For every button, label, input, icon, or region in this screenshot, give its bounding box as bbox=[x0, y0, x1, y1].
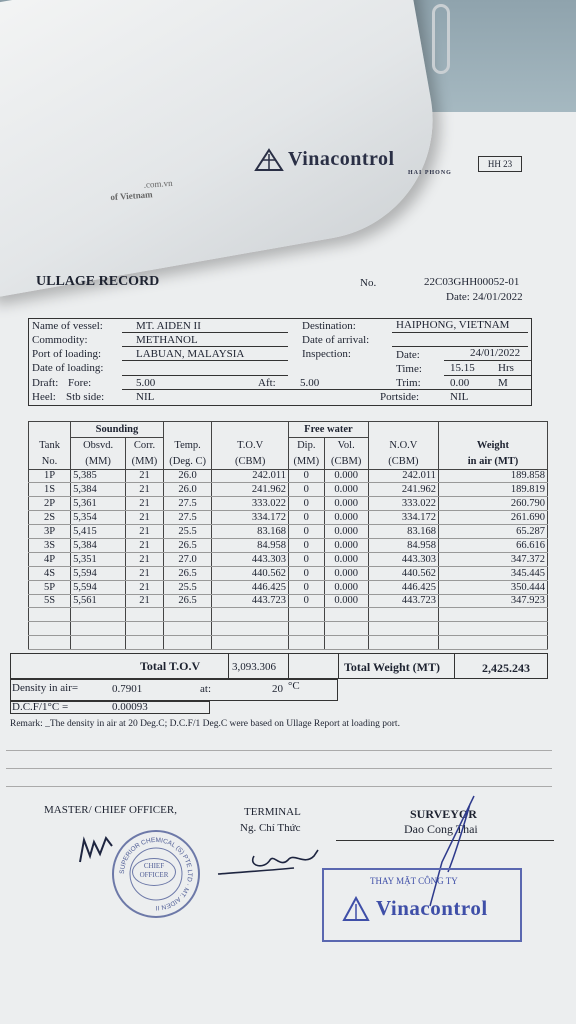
weight-cell: 189.819 bbox=[438, 483, 547, 497]
dip-cell: 0 bbox=[288, 469, 324, 483]
nov-cell: 241.962 bbox=[368, 483, 438, 497]
tov-cell: 440.562 bbox=[212, 566, 289, 580]
dip-cell: 0 bbox=[288, 538, 324, 552]
ullage-table bbox=[28, 421, 548, 650]
blank-cell bbox=[163, 422, 212, 438]
chief-officer-stamp bbox=[112, 830, 200, 918]
obsvd-cell: 5,384 bbox=[71, 538, 126, 552]
terminal-name: Ng. Chí Thức bbox=[240, 822, 301, 834]
form-code-box: HH 23 bbox=[478, 156, 522, 172]
vinacontrol-emblem-icon bbox=[254, 148, 284, 172]
vol-cell: 0.000 bbox=[324, 525, 368, 539]
weight-cell: 347.923 bbox=[438, 594, 547, 608]
blank-cell bbox=[71, 636, 126, 650]
fore-label: Fore: bbox=[68, 377, 92, 389]
nov-unit: (CBM) bbox=[368, 454, 438, 470]
weight-cell: 260.790 bbox=[438, 497, 547, 511]
weight-cell: 65.287 bbox=[438, 525, 547, 539]
stb-side-value: NIL bbox=[136, 391, 155, 403]
divider bbox=[454, 653, 455, 679]
commodity-value: METHANOL bbox=[136, 334, 198, 346]
nov-cell: 334.172 bbox=[368, 511, 438, 525]
terminal-signature-icon bbox=[214, 846, 334, 880]
tov-cell: 443.303 bbox=[212, 552, 289, 566]
temp-cell: 25.5 bbox=[163, 525, 212, 539]
tov-header: T.O.V bbox=[212, 438, 289, 454]
weight-cell: 350.444 bbox=[438, 580, 547, 594]
underline bbox=[392, 346, 528, 347]
density-temp-unit: °C bbox=[288, 680, 300, 692]
trim-value: 0.00 bbox=[450, 377, 470, 389]
blank-cell bbox=[212, 422, 289, 438]
obsvd-cell: 5,594 bbox=[71, 580, 126, 594]
terminal-label: TERMINAL bbox=[244, 806, 301, 818]
vol-cell: 0.000 bbox=[324, 511, 368, 525]
density-at-label: at: bbox=[200, 683, 211, 695]
aft-value: 5.00 bbox=[300, 377, 320, 389]
blank-cell bbox=[212, 636, 289, 650]
corr-cell: 21 bbox=[126, 552, 164, 566]
table-row bbox=[29, 538, 548, 552]
dip-cell: 0 bbox=[288, 497, 324, 511]
blank-cell bbox=[126, 608, 164, 622]
nov-header: N.O.V bbox=[368, 438, 438, 454]
vol-cell: 0.000 bbox=[324, 469, 368, 483]
corr-header: Corr. bbox=[126, 438, 164, 454]
underline bbox=[122, 389, 532, 390]
document-date: Date: 24/01/2022 bbox=[446, 291, 523, 303]
blank-cell bbox=[438, 636, 547, 650]
port-label: Port of loading: bbox=[32, 348, 102, 360]
nov-cell: 333.022 bbox=[368, 497, 438, 511]
density-value: 0.7901 bbox=[112, 683, 143, 695]
temp-cell: 26.5 bbox=[163, 538, 212, 552]
no-unit: No. bbox=[29, 454, 71, 470]
weight-cell: 261.690 bbox=[438, 511, 547, 525]
master-signature-icon bbox=[76, 832, 116, 868]
table-row bbox=[29, 511, 548, 525]
nov-cell: 84.958 bbox=[368, 538, 438, 552]
underline bbox=[122, 360, 288, 361]
table-row-empty bbox=[29, 608, 548, 622]
temp-cell: 26.0 bbox=[163, 469, 212, 483]
tank-cell: 2P bbox=[29, 497, 71, 511]
underline bbox=[444, 375, 532, 376]
time-unit: Hrs bbox=[498, 362, 514, 374]
free-water-header: Free water bbox=[288, 422, 368, 438]
blank-cell bbox=[324, 636, 368, 650]
document-title: ULLAGE RECORD bbox=[36, 274, 160, 289]
blank-cell bbox=[29, 622, 71, 636]
underline bbox=[444, 360, 532, 361]
blank-cell bbox=[126, 622, 164, 636]
remark-line bbox=[6, 786, 552, 787]
dip-cell: 0 bbox=[288, 594, 324, 608]
underline bbox=[392, 332, 528, 333]
blank-cell bbox=[324, 608, 368, 622]
dcf-value: 0.00093 bbox=[112, 701, 148, 713]
weight-cell: 189.858 bbox=[438, 469, 547, 483]
obsvd-cell: 5,415 bbox=[71, 525, 126, 539]
svg-text:SUPERIOR CHEMICAL (S) PTE LTD: SUPERIOR CHEMICAL (S) PTE LTD · MT. AIDEN II bbox=[118, 836, 194, 912]
temp-cell: 26.0 bbox=[163, 483, 212, 497]
paperclip-icon bbox=[432, 4, 450, 74]
corr-cell: 21 bbox=[126, 538, 164, 552]
blank-cell bbox=[368, 622, 438, 636]
curled-page-text: .com.vn of Vietnam bbox=[110, 177, 173, 203]
dip-cell: 0 bbox=[288, 483, 324, 497]
trim-unit: M bbox=[498, 377, 508, 389]
divider bbox=[338, 653, 339, 679]
tov-unit: (CBM) bbox=[212, 454, 289, 470]
blank-cell bbox=[368, 608, 438, 622]
total-weight-label: Total Weight (MT) bbox=[344, 660, 441, 674]
corr-cell: 21 bbox=[126, 594, 164, 608]
time-value: 15.15 bbox=[450, 362, 475, 374]
inspection-date-value: 24/01/2022 bbox=[470, 347, 521, 359]
table-row-empty bbox=[29, 622, 548, 636]
tank-cell: 5P bbox=[29, 580, 71, 594]
temp-unit: (Deg. C) bbox=[163, 454, 212, 470]
corr-cell: 21 bbox=[126, 566, 164, 580]
vinacontrol-stamp bbox=[322, 868, 522, 942]
tov-cell: 83.168 bbox=[212, 525, 289, 539]
blank-cell bbox=[324, 622, 368, 636]
commodity-label: Commodity: bbox=[32, 334, 88, 346]
tank-cell: 2S bbox=[29, 511, 71, 525]
nov-cell: 446.425 bbox=[368, 580, 438, 594]
stamp-emblem-icon bbox=[342, 896, 370, 922]
master-label: MASTER/ CHIEF OFFICER, bbox=[44, 804, 177, 816]
tank-cell: 5S bbox=[29, 594, 71, 608]
stamp-line1: THAY MẶT CÔNG TY bbox=[370, 876, 458, 886]
blank-cell bbox=[29, 636, 71, 650]
density-label: Density in air= bbox=[12, 682, 79, 694]
stamp-logo: Vinacontrol bbox=[376, 896, 488, 920]
blank-cell bbox=[163, 622, 212, 636]
tank-cell: 3S bbox=[29, 538, 71, 552]
vol-cell: 0.000 bbox=[324, 552, 368, 566]
vol-cell: 0.000 bbox=[324, 580, 368, 594]
portside-value: NIL bbox=[450, 391, 469, 403]
temp-cell: 26.5 bbox=[163, 594, 212, 608]
arrival-label: Date of arrival: bbox=[302, 334, 370, 346]
dip-header: Dip. bbox=[288, 438, 324, 454]
obsvd-unit: (MM) bbox=[71, 454, 126, 470]
destination-label: Destination: bbox=[302, 320, 356, 332]
surveyor-label: SURVEYOR bbox=[410, 807, 477, 821]
weight-cell: 345.445 bbox=[438, 566, 547, 580]
blank-cell bbox=[126, 636, 164, 650]
document-number: 22C03GHH00052-01 bbox=[424, 276, 520, 288]
table-header-row bbox=[29, 422, 548, 438]
blank-cell bbox=[438, 422, 547, 438]
time-label: Time: bbox=[396, 363, 422, 375]
vinacontrol-logo: Vinacontrol bbox=[288, 148, 395, 170]
obsvd-cell: 5,351 bbox=[71, 552, 126, 566]
tank-cell: 4S bbox=[29, 566, 71, 580]
table-row bbox=[29, 566, 548, 580]
blank-cell bbox=[29, 608, 71, 622]
vessel-label: Name of vessel: bbox=[32, 320, 103, 332]
tov-cell: 241.962 bbox=[212, 483, 289, 497]
blank-cell bbox=[212, 622, 289, 636]
divider bbox=[228, 653, 229, 679]
table-row bbox=[29, 497, 548, 511]
blank-cell bbox=[163, 636, 212, 650]
blank-cell bbox=[71, 622, 126, 636]
dip-cell: 0 bbox=[288, 552, 324, 566]
blank-cell bbox=[71, 608, 126, 622]
surveyor-name: Dao Cong Thai bbox=[404, 822, 478, 836]
table-units-row bbox=[29, 454, 548, 470]
date-loading-label: Date of loading: bbox=[32, 362, 104, 374]
port-value: LABUAN, MALAYSIA bbox=[136, 348, 245, 360]
blank-cell bbox=[438, 608, 547, 622]
table-row bbox=[29, 469, 548, 483]
temp-cell: 27.5 bbox=[163, 497, 212, 511]
table-row bbox=[29, 525, 548, 539]
aft-label: Aft: bbox=[258, 377, 276, 389]
blank-cell bbox=[288, 636, 324, 650]
weight-header: Weight bbox=[438, 438, 547, 454]
vol-cell: 0.000 bbox=[324, 538, 368, 552]
total-tov-label: Total T.O.V bbox=[140, 659, 201, 673]
tov-cell: 446.425 bbox=[212, 580, 289, 594]
dcf-label: D.C.F/1°C = bbox=[12, 701, 69, 713]
blank-cell bbox=[163, 608, 212, 622]
tank-cell: 4P bbox=[29, 552, 71, 566]
vessel-value: MT. AIDEN II bbox=[136, 320, 201, 332]
tov-cell: 84.958 bbox=[212, 538, 289, 552]
table-row-empty bbox=[29, 636, 548, 650]
temp-cell: 27.5 bbox=[163, 511, 212, 525]
dip-cell: 0 bbox=[288, 580, 324, 594]
blank-cell bbox=[212, 608, 289, 622]
blank-cell bbox=[368, 422, 438, 438]
trim-label: Trim: bbox=[396, 377, 421, 389]
underline bbox=[122, 346, 288, 347]
draft-label: Draft: bbox=[32, 377, 59, 389]
weight-unit: in air (MT) bbox=[438, 454, 547, 470]
divider bbox=[288, 653, 289, 679]
remark-line bbox=[6, 750, 552, 751]
obsvd-cell: 5,385 bbox=[71, 469, 126, 483]
obsvd-cell: 5,354 bbox=[71, 511, 126, 525]
dip-cell: 0 bbox=[288, 511, 324, 525]
total-tov-value: 3,093.306 bbox=[232, 661, 276, 673]
tov-cell: 334.172 bbox=[212, 511, 289, 525]
corr-cell: 21 bbox=[126, 469, 164, 483]
vol-cell: 0.000 bbox=[324, 594, 368, 608]
tank-cell: 1S bbox=[29, 483, 71, 497]
vol-cell: 0.000 bbox=[324, 566, 368, 580]
blank-cell bbox=[288, 608, 324, 622]
vol-unit: (CBM) bbox=[324, 454, 368, 470]
inspection-date-label: Date: bbox=[396, 349, 420, 361]
underline bbox=[122, 375, 288, 376]
tov-cell: 242.011 bbox=[212, 469, 289, 483]
tank-cell: 3P bbox=[29, 525, 71, 539]
dip-unit: (MM) bbox=[288, 454, 324, 470]
table-row bbox=[29, 580, 548, 594]
underline bbox=[122, 332, 288, 333]
nov-cell: 242.011 bbox=[368, 469, 438, 483]
tov-cell: 443.723 bbox=[212, 594, 289, 608]
temp-cell: 27.0 bbox=[163, 552, 212, 566]
table-row bbox=[29, 552, 548, 566]
portside-label: Portside: bbox=[380, 391, 420, 403]
heel-label: Heel: bbox=[32, 391, 56, 403]
table-row bbox=[29, 483, 548, 497]
blank-cell bbox=[288, 622, 324, 636]
obsvd-cell: 5,384 bbox=[71, 483, 126, 497]
nov-cell: 443.303 bbox=[368, 552, 438, 566]
temp-cell: 25.5 bbox=[163, 580, 212, 594]
corr-cell: 21 bbox=[126, 483, 164, 497]
temp-cell: 26.5 bbox=[163, 566, 212, 580]
vol-header: Vol. bbox=[324, 438, 368, 454]
stb-side-label: Stb side: bbox=[66, 391, 105, 403]
density-temp: 20 bbox=[272, 683, 283, 695]
dip-cell: 0 bbox=[288, 525, 324, 539]
temp-header: Temp. bbox=[163, 438, 212, 454]
table-header-row bbox=[29, 438, 548, 454]
obsvd-cell: 5,594 bbox=[71, 566, 126, 580]
weight-cell: 347.372 bbox=[438, 552, 547, 566]
corr-cell: 21 bbox=[126, 525, 164, 539]
vol-cell: 0.000 bbox=[324, 497, 368, 511]
nov-cell: 83.168 bbox=[368, 525, 438, 539]
weight-cell: 66.616 bbox=[438, 538, 547, 552]
tov-cell: 333.022 bbox=[212, 497, 289, 511]
tank-header: Tank bbox=[29, 438, 71, 454]
remark-text: Remark: _The density in air at 20 Deg.C; D.C.F/1 Deg.C were based on Ullage Report at loading port. bbox=[10, 719, 400, 729]
logo-subtitle: HAI PHONG bbox=[408, 170, 452, 176]
obsvd-cell: 5,561 bbox=[71, 594, 126, 608]
dip-cell: 0 bbox=[288, 566, 324, 580]
obsvd-header: Obsvd. bbox=[71, 438, 126, 454]
corr-unit: (MM) bbox=[126, 454, 164, 470]
blank-cell bbox=[29, 422, 71, 438]
tank-cell: 1P bbox=[29, 469, 71, 483]
corr-cell: 21 bbox=[126, 497, 164, 511]
blank-cell bbox=[368, 636, 438, 650]
corr-cell: 21 bbox=[126, 580, 164, 594]
stamp-center-text: CHIEF OFFICER bbox=[132, 858, 176, 886]
blank-cell bbox=[438, 622, 547, 636]
remark-line bbox=[6, 768, 552, 769]
fore-value: 5.00 bbox=[136, 377, 156, 389]
total-weight-value: 2,425.243 bbox=[482, 661, 530, 675]
nov-cell: 443.723 bbox=[368, 594, 438, 608]
table-row bbox=[29, 594, 548, 608]
destination-value: HAIPHONG, VIETNAM bbox=[396, 319, 510, 331]
nov-cell: 440.562 bbox=[368, 566, 438, 580]
totals-box bbox=[10, 653, 548, 679]
obsvd-cell: 5,361 bbox=[71, 497, 126, 511]
corr-cell: 21 bbox=[126, 511, 164, 525]
no-label: No. bbox=[360, 277, 377, 289]
inspection-label: Inspection: bbox=[302, 348, 351, 360]
vol-cell: 0.000 bbox=[324, 483, 368, 497]
sounding-header: Sounding bbox=[71, 422, 164, 438]
